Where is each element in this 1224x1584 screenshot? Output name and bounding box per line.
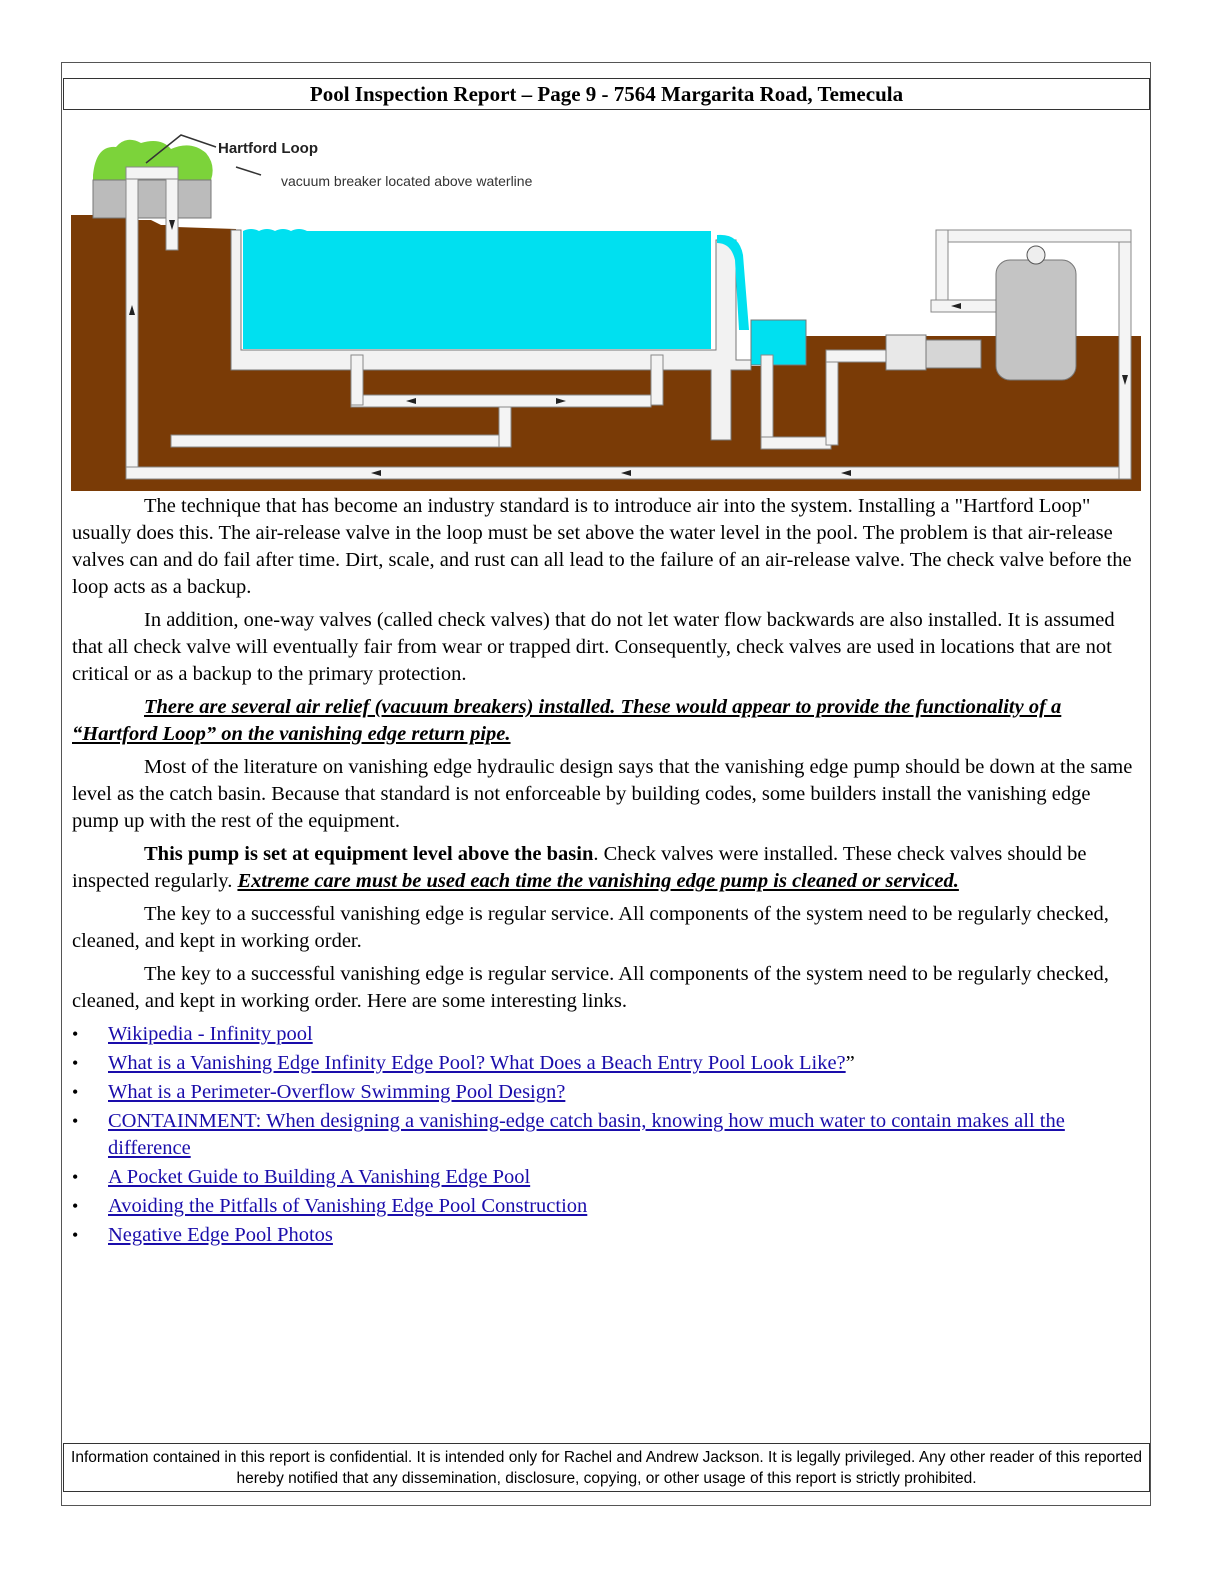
link-containment-catch-basin[interactable]: CONTAINMENT: When designing a vanishing-edge catch basin, knowing how much water to contain makes all the difference bbox=[108, 1110, 1065, 1159]
bullet-icon: • bbox=[72, 1167, 79, 1187]
pool-water bbox=[243, 229, 711, 349]
list-item bbox=[72, 1021, 1142, 1048]
bullet-icon: • bbox=[72, 1024, 79, 1044]
bullet-icon: • bbox=[72, 1111, 79, 1131]
link-negative-edge-photos[interactable]: Negative Edge Pool Photos bbox=[108, 1224, 333, 1246]
footer-text: Information contained in this report is confidential. It is intended only for Rachel and Andrew Jackson. It is legally privileged. Any other reader of this reported hereby notified that any dissemination, disclosure, copying, or other usage of this report is strictly prohibited. bbox=[71, 1449, 1142, 1487]
paragraph-5 bbox=[72, 841, 1142, 895]
list-item bbox=[72, 1079, 1142, 1106]
filter-tank bbox=[996, 260, 1076, 380]
links-list bbox=[72, 1021, 1142, 1249]
diagram-svg bbox=[71, 125, 1141, 491]
list-item bbox=[72, 1222, 1142, 1249]
paragraph-7: The key to a successful vanishing edge is regular service. All components of the system need to be regularly checked, cleaned, and kept in working order. Here are some interesting links. bbox=[72, 963, 1109, 1012]
bullet-icon: • bbox=[72, 1225, 79, 1245]
link-wikipedia-infinity-pool[interactable]: Wikipedia - Infinity pool bbox=[108, 1023, 313, 1045]
list-item bbox=[72, 1108, 1142, 1162]
link-vanishing-edge-beach-entry[interactable]: What is a Vanishing Edge Infinity Edge Pool? What Does a Beach Entry Pool Look Like? bbox=[108, 1052, 846, 1074]
extreme-care-warning: Extreme care must be used each time the vanishing edge pump is cleaned or serviced. bbox=[237, 870, 959, 892]
bullet-icon: • bbox=[72, 1082, 79, 1102]
planter-wall bbox=[93, 180, 211, 218]
link-avoiding-pitfalls[interactable]: Avoiding the Pitfalls of Vanishing Edge Pool Construction bbox=[108, 1195, 588, 1217]
report-title: Pool Inspection Report – Page 9 - 7564 Margarita Road, Temecula bbox=[309, 82, 904, 106]
pump-level-note: This pump is set at equipment level above the basin bbox=[144, 843, 594, 865]
diagram-label-vacuum-breaker: vacuum breaker located above waterline bbox=[281, 173, 533, 189]
paragraph-4: Most of the literature on vanishing edge hydraulic design says that the vanishing edge pump should be down at the same level as the catch basin. Because that standard is not enforceable by building codes, some builders install the vanishing edge pump up with the rest of the equipment. bbox=[72, 756, 1133, 832]
pump-motor bbox=[886, 335, 926, 370]
paragraph-1: The technique that has become an industry standard is to introduce air into the system. Installing a "Hartford Loop" usually does this. The air-release valve in the loop must be set above the water level in the pool. The problem is that air-release valves can and do fail after time. Dirt, scale, and rust can all lead to the failure of an air-release valve. The check valve before the loop acts as a backup. bbox=[72, 495, 1132, 598]
link-pocket-guide[interactable]: A Pocket Guide to Building A Vanishing Edge Pool bbox=[108, 1166, 531, 1188]
list-item bbox=[72, 1050, 1142, 1077]
link-suffix: ” bbox=[845, 1052, 855, 1074]
report-body bbox=[72, 493, 1142, 1251]
pump-body bbox=[926, 340, 981, 368]
pressure-gauge bbox=[1027, 246, 1045, 264]
paragraph-3: There are several air relief (vacuum breakers) installed. These would appear to provide the functionality of a “Hartford Loop” on the vanishing edge return pipe. bbox=[72, 696, 1062, 745]
list-item bbox=[72, 1193, 1142, 1220]
check-valve-note: . Check valves were installed. These check valves should be inspected regularly. bbox=[72, 843, 1087, 892]
diagram-label-hartford-loop: Hartford Loop bbox=[218, 140, 318, 157]
confidentiality-footer bbox=[63, 1443, 1150, 1492]
bullet-icon: • bbox=[72, 1196, 79, 1216]
paragraph-6: The key to a successful vanishing edge is regular service. All components of the system need to be regularly checked, cleaned, and kept in working order. bbox=[72, 903, 1109, 952]
report-header bbox=[63, 78, 1150, 110]
list-item bbox=[72, 1164, 1142, 1191]
hartford-loop-diagram bbox=[71, 125, 1141, 491]
catch-basin bbox=[751, 320, 806, 365]
paragraph-2: In addition, one-way valves (called check valves) that do not let water flow backwards are also installed. It is assumed that all check valve will eventually fair from wear or trapped dirt. Consequently, check valves are used in locations that are not critical or as a backup to the primary protection. bbox=[72, 609, 1115, 685]
link-perimeter-overflow[interactable]: What is a Perimeter-Overflow Swimming Pool Design? bbox=[108, 1081, 566, 1103]
bullet-icon: • bbox=[72, 1053, 79, 1073]
